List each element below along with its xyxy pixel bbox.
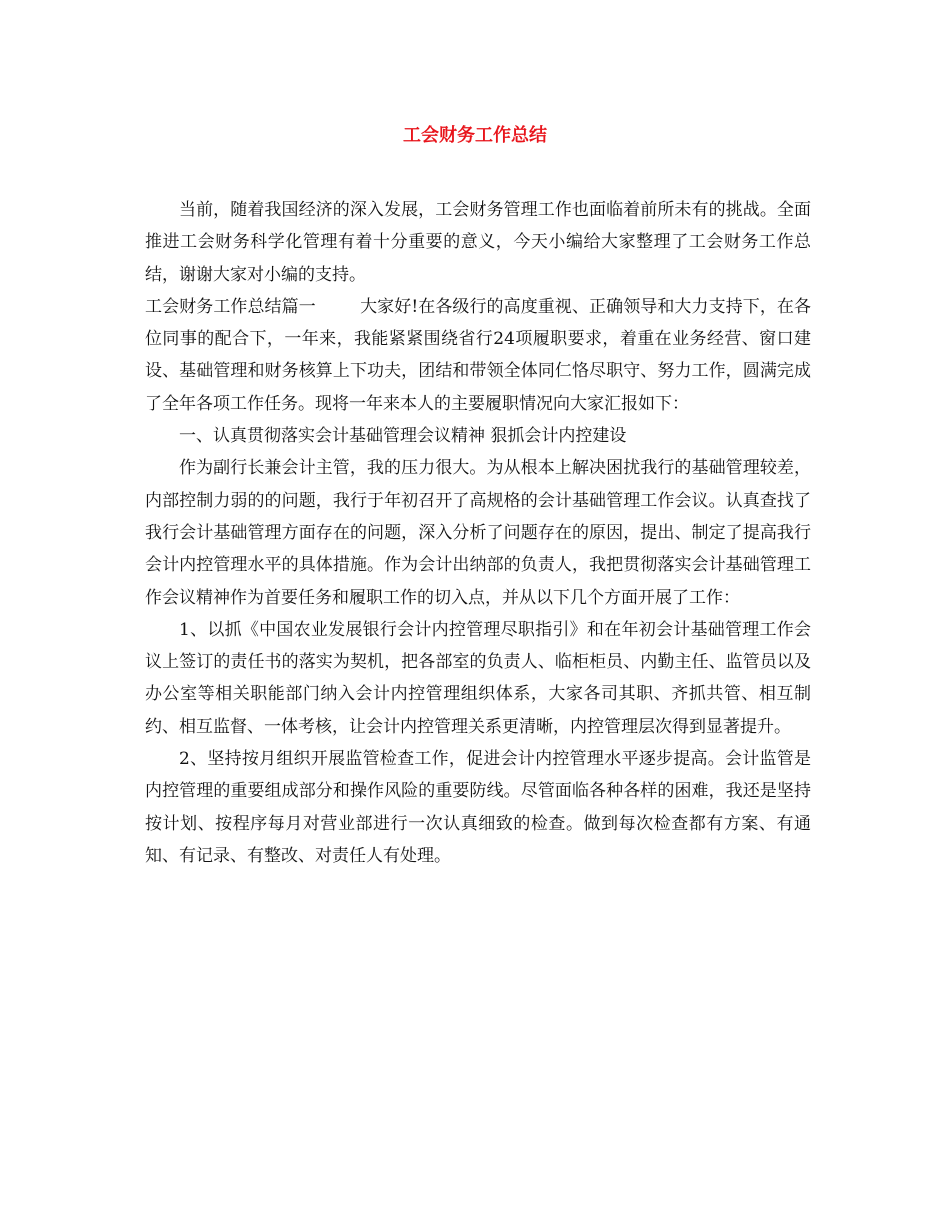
paragraph-3: 2、坚持按月组织开展监管检查工作，促进会计内控管理水平逐步提高。会计监管是内控管理的重要组成部分和操作风险的重要防线。尽管面临各种各样的困难，我还是坚持按计划、按程序每月对营业部进行一次认真细致的检查。做到每次检查都有方案、有通知、有记录、有整改、对责任人有处理。 <box>145 749 811 866</box>
document-body <box>145 194 811 872</box>
paragraph-1: 作为副行长兼会计主管，我的压力很大。为从根本上解决困扰我行的基础管理较差，内部控制力弱的的问题，我行于年初召开了高规格的会计基础管理工作会议。认真查找了我行会计基础管理方面存在的问题，深入分析了问题存在的原因，提出、制定了提高我行会计内控管理水平的具体措施。作为会计出纳部的负责人，我把贯彻落实会计基础管理工作会议精神作为首要任务和履职工作的切入点，并从以下几个方面开展了工作： <box>145 458 811 608</box>
intro-paragraph: 当前，随着我国经济的深入发展，工会财务管理工作也面临着前所未有的挑战。全面推进工会财务科学化管理有着十分重要的意义，今天小编给大家整理了工会财务工作总结，谢谢大家对小编的支持。 <box>145 200 811 285</box>
document-title: 工会财务工作总结 <box>403 125 547 146</box>
section-paragraph <box>145 291 811 420</box>
section-text: 大家好!在各级行的高度重视、正确领导和大力支持下，在各位同事的配合下，一年来，我能紧紧围绕省行24项履职要求，着重在业务经营、窗口建设、基础管理和财务核算上下功夫，团结和带领全体同仁恪尽职守、努力工作，圆满完成了全年各项工作任务。现将一年来本人的主要履职情况向大家汇报如下： <box>145 296 811 414</box>
section-heading-1: 一、认真贯彻落实会计基础管理会议精神 狠抓会计内控建设 <box>179 426 627 447</box>
paragraph-2: 1、以抓《中国农业发展银行会计内控管理尽职指引》和在年初会计基础管理工作会议上签订的责任书的落实为契机，把各部室的负责人、临柜柜员、内勤主任、监管员以及办公室等相关职能部门纳入会计内控管理组织体系，大家各司其职、齐抓共管、相互制约、相互监督、一体考核，让会计内控管理关系更清晰，内控管理层次得到显著提升。 <box>145 619 811 737</box>
section-label: 工会财务工作总结篇一 <box>145 296 316 317</box>
